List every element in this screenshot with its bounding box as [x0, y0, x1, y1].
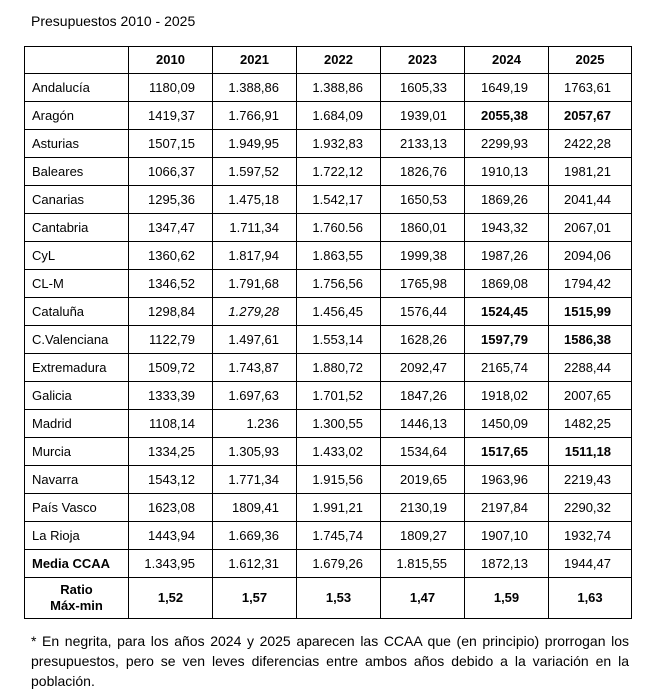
region-cell: Cantabria: [25, 214, 129, 242]
header-year: 2025: [549, 47, 632, 74]
region-cell: Galicia: [25, 382, 129, 410]
value-cell: 1.684,09: [297, 102, 381, 130]
value-cell: 1.300,55: [297, 410, 381, 438]
ratio-value: 1,57: [213, 578, 297, 619]
value-cell: 1765,98: [381, 270, 465, 298]
value-cell: 1108,14: [129, 410, 213, 438]
value-cell: 1847,26: [381, 382, 465, 410]
value-cell: 1443,94: [129, 522, 213, 550]
value-cell: 1987,26: [465, 242, 549, 270]
table-row: [25, 466, 632, 494]
value-cell: 1605,33: [381, 74, 465, 102]
value-cell: 1.388,86: [213, 74, 297, 102]
header-year: 2021: [213, 47, 297, 74]
table-row: [25, 410, 632, 438]
value-cell: 2130,19: [381, 494, 465, 522]
table-row: [25, 186, 632, 214]
value-cell-bold: 1524,45: [465, 298, 549, 326]
media-value: 1872,13: [465, 550, 549, 578]
region-cell: Murcia: [25, 438, 129, 466]
value-cell: 1.542,17: [297, 186, 381, 214]
value-cell: 1.771,34: [213, 466, 297, 494]
footnote: * En negrita, para los años 2024 y 2025 aparecen las CCAA que (en principio) prorrogan los presupuestos, pero se ven leves diferencias entre ambos años debido a la variación en la población.: [31, 633, 629, 689]
value-cell-italic: 1.279,28: [213, 298, 297, 326]
value-cell: 1122,79: [129, 326, 213, 354]
value-cell: 1.915,56: [297, 466, 381, 494]
value-cell: 1918,02: [465, 382, 549, 410]
table-row: [25, 158, 632, 186]
value-cell: 1826,76: [381, 158, 465, 186]
value-cell: 1981,21: [549, 158, 632, 186]
value-cell: 1298,84: [129, 298, 213, 326]
region-cell: CyL: [25, 242, 129, 270]
ratio-value: 1,47: [381, 578, 465, 619]
value-cell: 1794,42: [549, 270, 632, 298]
value-cell: 1.722,12: [297, 158, 381, 186]
value-cell: 2067,01: [549, 214, 632, 242]
value-cell: 1419,37: [129, 102, 213, 130]
value-cell: 1963,96: [465, 466, 549, 494]
value-cell: 1.743,87: [213, 354, 297, 382]
value-cell: 1.760.56: [297, 214, 381, 242]
value-cell: 1.597,52: [213, 158, 297, 186]
region-cell: País Vasco: [25, 494, 129, 522]
value-cell: 1360,62: [129, 242, 213, 270]
value-cell: 1628,26: [381, 326, 465, 354]
value-cell: 1295,36: [129, 186, 213, 214]
header-year: 2024: [465, 47, 549, 74]
value-cell: 1623,08: [129, 494, 213, 522]
value-cell: 2041,44: [549, 186, 632, 214]
table-row: [25, 354, 632, 382]
value-cell: 1907,10: [465, 522, 549, 550]
budget-table: [24, 46, 632, 619]
value-cell: 1860,01: [381, 214, 465, 242]
value-cell-bold: 1517,65: [465, 438, 549, 466]
value-cell: 1932,74: [549, 522, 632, 550]
value-cell-bold: 2057,67: [549, 102, 632, 130]
ratio-label-line2: Máx-min: [50, 598, 103, 613]
ratio-value: 1,63: [549, 578, 632, 619]
media-label: Media CCAA: [25, 550, 129, 578]
region-cell: Navarra: [25, 466, 129, 494]
value-cell: 1.932,83: [297, 130, 381, 158]
value-cell: 2219,43: [549, 466, 632, 494]
value-cell: 2133,13: [381, 130, 465, 158]
value-cell-bold: 1511,18: [549, 438, 632, 466]
ratio-row: [25, 578, 632, 619]
value-cell: 1939,01: [381, 102, 465, 130]
value-cell: 1180,09: [129, 74, 213, 102]
region-cell: Madrid: [25, 410, 129, 438]
table-row: [25, 438, 632, 466]
value-cell: 1.991,21: [297, 494, 381, 522]
value-cell: 1.456,45: [297, 298, 381, 326]
value-cell: 1910,13: [465, 158, 549, 186]
header-year: 2010: [129, 47, 213, 74]
value-cell: 1.553,14: [297, 326, 381, 354]
value-cell: 1347,47: [129, 214, 213, 242]
value-cell: 1.388,86: [297, 74, 381, 102]
value-cell: 1.817,94: [213, 242, 297, 270]
region-cell: Baleares: [25, 158, 129, 186]
value-cell: 1.701,52: [297, 382, 381, 410]
table-row: [25, 74, 632, 102]
media-value: 1944,47: [549, 550, 632, 578]
table-header-row: [25, 47, 632, 74]
table-row: [25, 242, 632, 270]
value-cell: 2165,74: [465, 354, 549, 382]
header-year: 2022: [297, 47, 381, 74]
region-cell: Andalucía: [25, 74, 129, 102]
value-cell: 1346,52: [129, 270, 213, 298]
value-cell: 1809,27: [381, 522, 465, 550]
value-cell-bold: 1586,38: [549, 326, 632, 354]
value-cell: 1.880,72: [297, 354, 381, 382]
page-title: Presupuestos 2010 - 2025: [31, 13, 196, 29]
media-value: 1.815,55: [381, 550, 465, 578]
value-cell-bold: 2055,38: [465, 102, 549, 130]
region-cell: Cataluña: [25, 298, 129, 326]
value-cell: 1576,44: [381, 298, 465, 326]
table-row: [25, 298, 632, 326]
value-cell: 1650,53: [381, 186, 465, 214]
header-year: 2023: [381, 47, 465, 74]
table-row: [25, 214, 632, 242]
value-cell: 2094,06: [549, 242, 632, 270]
region-cell: CL-M: [25, 270, 129, 298]
value-cell: 2290,32: [549, 494, 632, 522]
media-value: 1.343,95: [129, 550, 213, 578]
value-cell: 1.697,63: [213, 382, 297, 410]
value-cell: 2197,84: [465, 494, 549, 522]
ratio-value: 1,59: [465, 578, 549, 619]
table-row: [25, 522, 632, 550]
table-row: [25, 382, 632, 410]
media-value: 1.612,31: [213, 550, 297, 578]
value-cell: 1.433,02: [297, 438, 381, 466]
value-cell: 1.863,55: [297, 242, 381, 270]
table-row: [25, 270, 632, 298]
ratio-value: 1,52: [129, 578, 213, 619]
value-cell: 2092,47: [381, 354, 465, 382]
header-region: [25, 47, 129, 74]
value-cell: 1.949,95: [213, 130, 297, 158]
ratio-value: 1,53: [297, 578, 381, 619]
value-cell: 1.236: [213, 410, 297, 438]
region-cell: Asturias: [25, 130, 129, 158]
value-cell: 1543,12: [129, 466, 213, 494]
value-cell: 1482,25: [549, 410, 632, 438]
table-row: [25, 326, 632, 354]
table-row: [25, 102, 632, 130]
value-cell: 1869,26: [465, 186, 549, 214]
region-cell: Aragón: [25, 102, 129, 130]
value-cell: 1943,32: [465, 214, 549, 242]
table-row: [25, 130, 632, 158]
value-cell: 1.669,36: [213, 522, 297, 550]
value-cell: 2288,44: [549, 354, 632, 382]
value-cell: 2299,93: [465, 130, 549, 158]
value-cell: 1534,64: [381, 438, 465, 466]
value-cell: 1999,38: [381, 242, 465, 270]
value-cell: 1.766,91: [213, 102, 297, 130]
value-cell: 1.745,74: [297, 522, 381, 550]
value-cell: 1333,39: [129, 382, 213, 410]
value-cell: 2422,28: [549, 130, 632, 158]
value-cell: 1.756,56: [297, 270, 381, 298]
value-cell: 1.475,18: [213, 186, 297, 214]
value-cell: 1066,37: [129, 158, 213, 186]
media-value: 1.679,26: [297, 550, 381, 578]
value-cell: 1649,19: [465, 74, 549, 102]
region-cell: La Rioja: [25, 522, 129, 550]
region-cell: C.Valenciana: [25, 326, 129, 354]
media-row: [25, 550, 632, 578]
value-cell: 1.305,93: [213, 438, 297, 466]
value-cell: 1450,09: [465, 410, 549, 438]
value-cell: 1.497,61: [213, 326, 297, 354]
region-cell: Canarias: [25, 186, 129, 214]
table-row: [25, 494, 632, 522]
ratio-label-line1: Ratio: [60, 582, 93, 597]
value-cell: 1809,41: [213, 494, 297, 522]
value-cell-bold: 1515,99: [549, 298, 632, 326]
value-cell: 1446,13: [381, 410, 465, 438]
value-cell: 1.711,34: [213, 214, 297, 242]
value-cell-bold: 1597,79: [465, 326, 549, 354]
value-cell: 2019,65: [381, 466, 465, 494]
value-cell: 1.791,68: [213, 270, 297, 298]
ratio-label: [25, 578, 129, 619]
value-cell: 1869,08: [465, 270, 549, 298]
value-cell: 1509,72: [129, 354, 213, 382]
value-cell: 1763,61: [549, 74, 632, 102]
region-cell: Extremadura: [25, 354, 129, 382]
value-cell: 1507,15: [129, 130, 213, 158]
value-cell: 1334,25: [129, 438, 213, 466]
value-cell: 2007,65: [549, 382, 632, 410]
